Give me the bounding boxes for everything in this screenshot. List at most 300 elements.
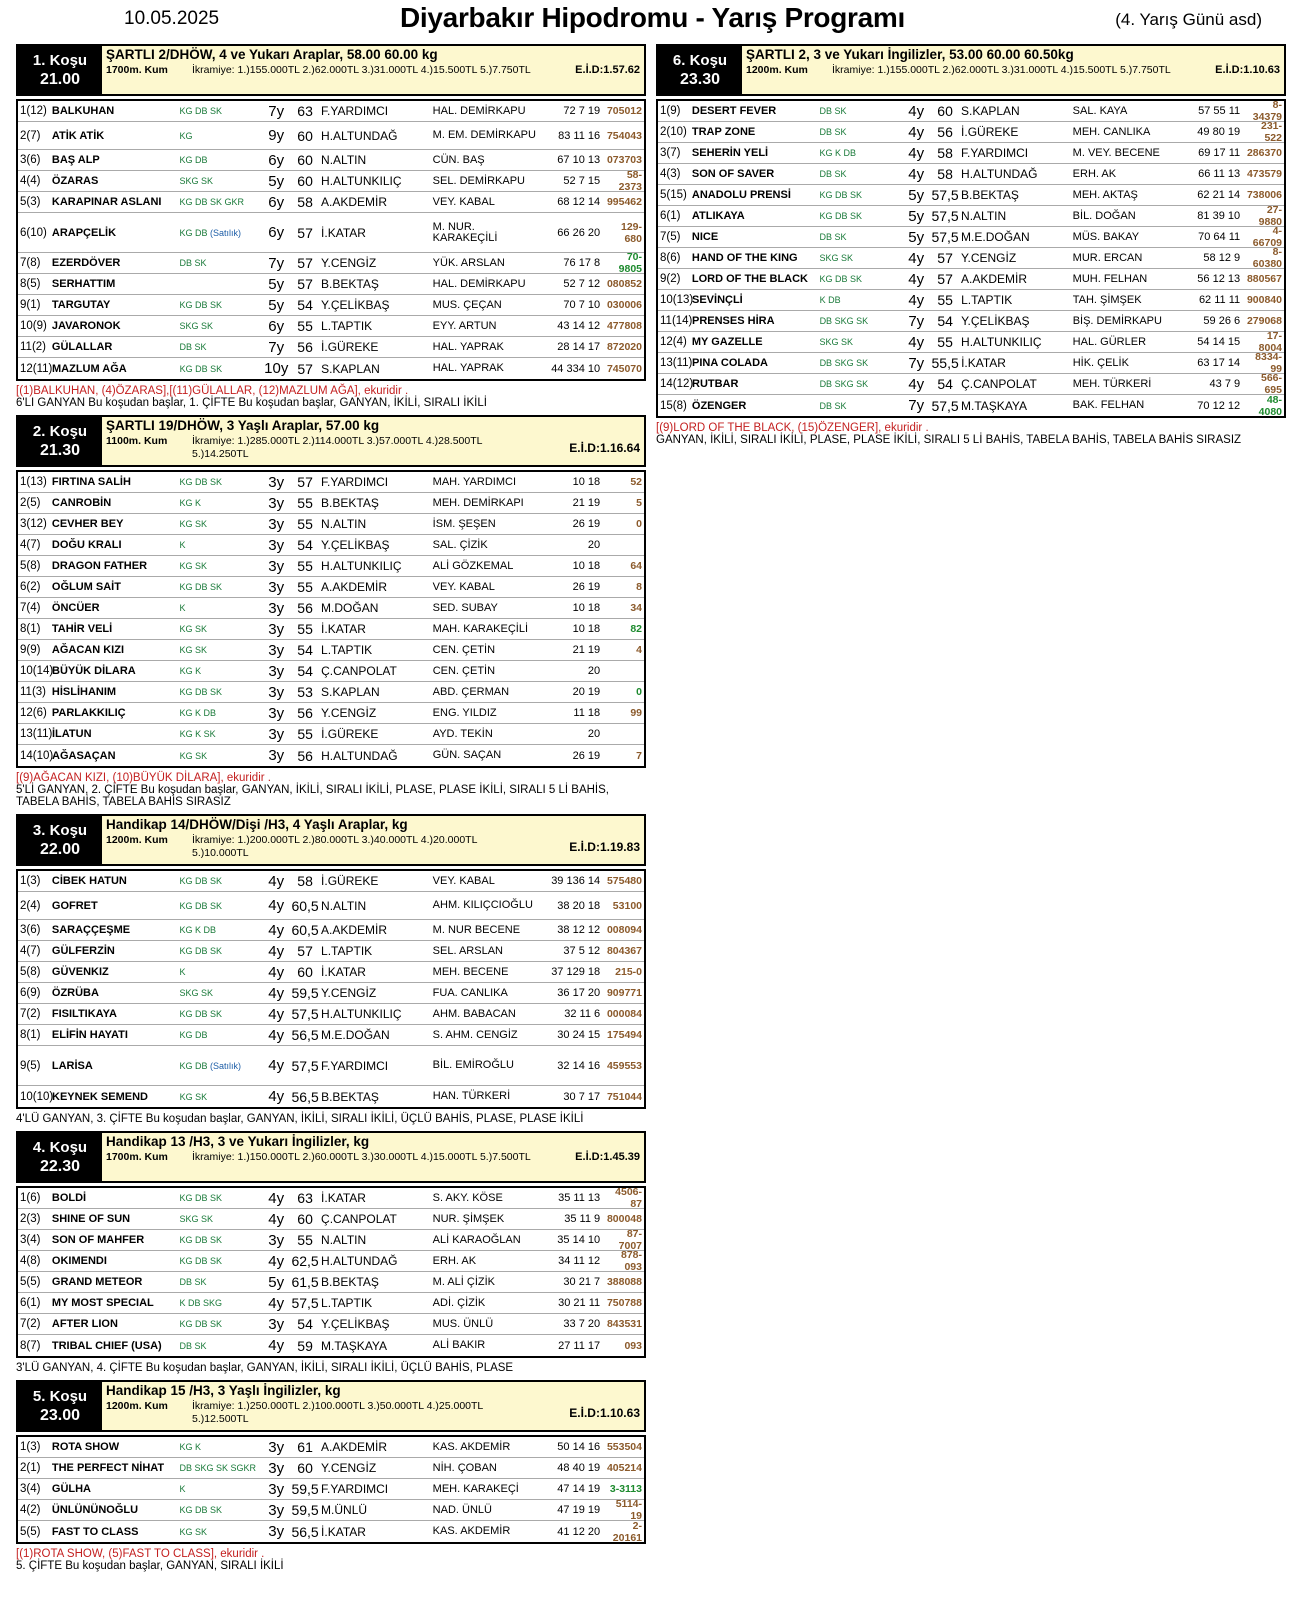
equipment: DB SK bbox=[819, 127, 847, 137]
race-header bbox=[16, 814, 646, 866]
stats: 10 18 bbox=[572, 560, 601, 572]
weight: 60 bbox=[297, 1211, 313, 1227]
horse-name[interactable]: OĞLUM SAİT bbox=[51, 581, 121, 593]
equipment: KG DB SK bbox=[179, 1319, 222, 1329]
owner-trainer: MUH. FELHAN bbox=[1072, 272, 1148, 285]
table-row[interactable] bbox=[18, 514, 644, 535]
for-sale-label: (Satılık) bbox=[210, 1060, 242, 1071]
coupled-entries: [(1)BALKUHAN, (4)ÖZARAS],[(11)GÜLALLAR, (12)MAZLUM AĞA], ekuridir . bbox=[16, 385, 409, 397]
horse-name[interactable]: GÜLFERZİN bbox=[51, 945, 115, 957]
equipment: KG DB (Satılık) bbox=[179, 227, 242, 238]
table-row[interactable] bbox=[18, 1188, 644, 1209]
race-info bbox=[102, 1382, 644, 1430]
jockey: İ.GÜREKE bbox=[321, 874, 379, 888]
race-distance: 1700m. Kum bbox=[106, 1151, 168, 1163]
table-row[interactable] bbox=[18, 892, 644, 920]
horse-age: 3y bbox=[268, 620, 285, 638]
horse-name[interactable]: FIRTINA SALİH bbox=[51, 476, 131, 488]
program-number: 1(13) bbox=[20, 476, 47, 488]
horse-name[interactable]: AFTER LION bbox=[51, 1318, 118, 1330]
stats: 35 11 9 bbox=[564, 1213, 601, 1225]
equipment: DB SKG SK bbox=[819, 358, 869, 368]
page-header bbox=[0, 0, 1292, 40]
horse-name[interactable]: HAND OF THE KING bbox=[691, 252, 798, 264]
jockey: İ.KATAR bbox=[321, 1524, 366, 1539]
horse-name[interactable]: KEYNEK SEMEND bbox=[52, 1090, 148, 1103]
horse-name[interactable]: ÖZENGER bbox=[691, 399, 747, 412]
weight: 55 bbox=[297, 318, 313, 334]
stats: 69 17 11 bbox=[1198, 147, 1241, 159]
table-row[interactable] bbox=[18, 213, 644, 253]
recent-form: 82 bbox=[630, 623, 642, 635]
race-distance: 1700m. Kum bbox=[106, 64, 168, 76]
table-row[interactable] bbox=[18, 1500, 644, 1521]
table-row[interactable] bbox=[18, 983, 644, 1004]
horse-name[interactable]: DRAGON FATHER bbox=[51, 560, 148, 572]
stats: 26 19 bbox=[572, 518, 601, 530]
bet-types: 5. ÇİFTE Bu koşudan başlar, GANYAN, SIRALI İKİLİ bbox=[16, 1560, 284, 1572]
horse-name[interactable]: ÖZRÜBA bbox=[51, 987, 99, 999]
page-title: Diyarbakır Hipodromu - Yarış Programı bbox=[400, 2, 905, 33]
weight: 56,5 bbox=[291, 1088, 319, 1105]
owner-trainer: VEY. KABAL bbox=[432, 580, 495, 593]
weight: 58 bbox=[297, 194, 313, 210]
owner-trainer: HAL. YAPRAK bbox=[432, 340, 504, 353]
program-number: 9(1) bbox=[20, 299, 41, 311]
weight: 54 bbox=[297, 642, 313, 658]
horse-age: 4y bbox=[908, 375, 925, 393]
jockey: L.TAPTIK bbox=[321, 319, 373, 333]
horse-name[interactable]: SEVİNÇLİ bbox=[692, 294, 743, 306]
race-record: E.İ.D:1.45.39 bbox=[575, 1151, 640, 1163]
race-prize: İkramiye: 1.)200.000TL 2.)80.000TL 3.)40.000TL 4.)20.000TL bbox=[192, 834, 478, 846]
table-row[interactable] bbox=[18, 1046, 644, 1086]
horse-name[interactable]: FAST TO CLASS bbox=[51, 1525, 139, 1538]
race-info bbox=[102, 417, 644, 465]
horse-name[interactable]: EZERDÖVER bbox=[51, 257, 121, 269]
equipment: K DB bbox=[819, 295, 841, 305]
table-row[interactable] bbox=[658, 185, 1284, 206]
horse-name[interactable]: ANADOLU PRENSİ bbox=[691, 189, 791, 201]
horse-name[interactable]: SARAÇÇEŞME bbox=[51, 924, 131, 936]
horse-name[interactable]: PARLAKKILIÇ bbox=[51, 707, 126, 719]
horse-name[interactable]: DESERT FEVER bbox=[691, 105, 777, 117]
table-row[interactable] bbox=[658, 206, 1284, 227]
horse-name[interactable]: TARGUTAY bbox=[51, 299, 111, 311]
horse-name[interactable]: BOLDİ bbox=[51, 1192, 87, 1204]
weight: 57,5 bbox=[931, 208, 959, 224]
stats: 10 18 bbox=[572, 476, 601, 488]
stats: 30 24 15 bbox=[557, 1029, 601, 1041]
race-block bbox=[16, 415, 646, 814]
owner-trainer: HAL. DEMİRKAPU bbox=[432, 277, 526, 290]
horse-name[interactable]: ÖNCÜER bbox=[51, 602, 100, 614]
table-row[interactable] bbox=[18, 274, 644, 295]
horse-name[interactable]: LORD OF THE BLACK bbox=[691, 273, 808, 285]
weight: 55 bbox=[937, 292, 953, 308]
program-number: 9(9) bbox=[20, 644, 41, 656]
program-number: 5(8) bbox=[20, 966, 41, 978]
jockey: A.AKDEMİR bbox=[961, 272, 1028, 286]
program-number: 2(1) bbox=[20, 1462, 41, 1474]
program-number: 1(9) bbox=[660, 105, 681, 117]
jockey: Ç.CANPOLAT bbox=[961, 377, 1037, 391]
horse-name[interactable]: AĞACAN KIZI bbox=[51, 644, 124, 656]
table-row[interactable] bbox=[658, 143, 1284, 164]
stats: 70 7 10 bbox=[563, 299, 601, 311]
table-row[interactable] bbox=[18, 1335, 644, 1356]
jockey: F.YARDIMCI bbox=[321, 475, 389, 489]
owner-trainer: HAN. TÜRKERİ bbox=[432, 1090, 511, 1102]
horse-name[interactable]: KARAPINAR ASLANI bbox=[51, 196, 162, 208]
equipment: SKG SK bbox=[819, 337, 853, 347]
equipment: KG DB SK bbox=[179, 477, 222, 487]
horse-name[interactable]: ATİK ATİK bbox=[51, 129, 105, 142]
horse-name[interactable]: GOFRET bbox=[51, 899, 98, 912]
program-number: 10(14) bbox=[20, 665, 54, 677]
table-row[interactable] bbox=[18, 871, 644, 892]
program-number: 6(9) bbox=[20, 987, 41, 999]
owner-trainer: MEH. AKTAŞ bbox=[1072, 188, 1138, 201]
table-row[interactable] bbox=[18, 1437, 644, 1458]
equipment: KG K DB bbox=[179, 925, 216, 935]
owner-trainer: AHM. KILIÇCIOĞLU bbox=[432, 899, 533, 911]
entries-table bbox=[16, 1186, 646, 1358]
horse-name[interactable]: ARAPÇELİK bbox=[51, 226, 117, 239]
table-row[interactable] bbox=[18, 1458, 644, 1479]
horse-name[interactable]: GRAND METEOR bbox=[51, 1276, 143, 1288]
table-row[interactable] bbox=[18, 1314, 644, 1335]
horse-age: 4y bbox=[908, 249, 925, 267]
horse-name[interactable]: MY GAZELLE bbox=[691, 336, 763, 348]
stats: 47 14 19 bbox=[557, 1483, 601, 1495]
weight: 60 bbox=[297, 964, 313, 980]
stats: 30 7 17 bbox=[563, 1090, 601, 1103]
jockey: Y.CENGİZ bbox=[321, 1461, 377, 1475]
horse-age: 4y bbox=[268, 942, 285, 960]
jockey: Y.ÇELİKBAŞ bbox=[321, 1317, 390, 1331]
race-number-box bbox=[18, 417, 102, 465]
horse-age: 3y bbox=[268, 515, 285, 533]
horse-name[interactable]: SON OF MAHFER bbox=[51, 1234, 145, 1246]
horse-name[interactable]: GÜLHA bbox=[51, 1483, 91, 1495]
jockey: Y.ÇELİKBAŞ bbox=[961, 314, 1030, 328]
recent-form: 872020 bbox=[606, 341, 642, 353]
horse-name[interactable]: SON OF SAVER bbox=[691, 168, 775, 180]
race-prize: İkramiye: 1.)150.000TL 2.)60.000TL 3.)30.000TL 4.)15.000TL 5.)7.500TL bbox=[192, 1151, 531, 1163]
table-row[interactable] bbox=[18, 493, 644, 514]
program-number: 10(10) bbox=[20, 1090, 54, 1103]
horse-name[interactable]: ÜNLÜNÜNOĞLU bbox=[51, 1504, 139, 1516]
table-row[interactable] bbox=[18, 941, 644, 962]
horse-name[interactable]: ÖZARAS bbox=[51, 175, 99, 187]
horse-name[interactable]: CANROBİN bbox=[51, 497, 112, 509]
race-note bbox=[16, 768, 646, 814]
horse-age: 3y bbox=[268, 536, 285, 554]
equipment: KG SK bbox=[179, 519, 207, 529]
table-row[interactable] bbox=[18, 1230, 644, 1251]
table-row[interactable] bbox=[18, 150, 644, 171]
table-row[interactable] bbox=[658, 227, 1284, 248]
horse-name[interactable]: GÜLALLAR bbox=[51, 341, 113, 353]
recent-form: 5114-19 bbox=[615, 1498, 642, 1522]
table-row[interactable] bbox=[658, 122, 1284, 143]
table-row[interactable] bbox=[18, 724, 644, 745]
race-prize: İkramiye: 1.)155.000TL 2.)62.000TL 3.)31.000TL 4.)15.500TL 5.)7.750TL bbox=[832, 64, 1171, 76]
horse-name[interactable]: FISILTIKAYA bbox=[51, 1008, 117, 1020]
weight: 55 bbox=[297, 495, 313, 511]
weight: 60 bbox=[297, 127, 313, 144]
race-info bbox=[102, 1133, 644, 1181]
program-number: 2(5) bbox=[20, 497, 41, 509]
horse-age: 4y bbox=[908, 291, 925, 309]
table-row[interactable] bbox=[18, 556, 644, 577]
stats: 21 19 bbox=[572, 644, 601, 656]
weight: 55 bbox=[937, 334, 953, 350]
race-time: 22.30 bbox=[39, 1158, 81, 1175]
table-row[interactable] bbox=[18, 920, 644, 941]
jockey: H.ALTUNKILIÇ bbox=[321, 1007, 402, 1021]
horse-name[interactable]: NICE bbox=[691, 231, 719, 243]
horse-name[interactable]: BAŞ ALP bbox=[51, 154, 100, 166]
horse-name[interactable]: LARİSA bbox=[51, 1059, 93, 1072]
jockey: B.BEKTAŞ bbox=[321, 277, 379, 291]
horse-name[interactable]: TRIBAL CHIEF (USA) bbox=[51, 1339, 162, 1352]
race-prize-continued: 5.)10.000TL bbox=[192, 847, 249, 859]
table-row[interactable] bbox=[658, 164, 1284, 185]
table-row[interactable] bbox=[658, 353, 1284, 374]
recent-form: 878-093 bbox=[620, 1249, 642, 1273]
table-row[interactable] bbox=[18, 619, 644, 640]
horse-age: 3y bbox=[268, 704, 285, 722]
horse-name[interactable]: HİSLİHANIM bbox=[51, 686, 117, 698]
race-block bbox=[16, 1131, 646, 1380]
table-row[interactable] bbox=[658, 374, 1284, 395]
horse-name[interactable]: CİBEK HATUN bbox=[51, 875, 127, 887]
table-row[interactable] bbox=[18, 640, 644, 661]
program-number: 9(5) bbox=[20, 1059, 41, 1072]
table-row[interactable] bbox=[18, 122, 644, 150]
table-row[interactable] bbox=[658, 395, 1284, 416]
program-number: 11(3) bbox=[20, 686, 46, 698]
equipment: KG DB SK bbox=[179, 582, 222, 592]
jockey: İ.GÜREKE bbox=[321, 340, 379, 354]
table-row[interactable] bbox=[18, 1293, 644, 1314]
horse-age: 5y bbox=[268, 1273, 285, 1291]
jockey: N.ALTIN bbox=[321, 898, 367, 913]
recent-form: 0 bbox=[636, 518, 642, 530]
horse-name[interactable]: ELİFİN HAYATI bbox=[51, 1029, 128, 1041]
race-record: E.İ.D:1.57.62 bbox=[575, 64, 640, 76]
program-number: 1(3) bbox=[20, 875, 41, 887]
table-row[interactable] bbox=[658, 101, 1284, 122]
stats: 32 14 16 bbox=[557, 1059, 601, 1072]
jockey: A.AKDEMİR bbox=[321, 1440, 388, 1454]
equipment: DB SK bbox=[179, 342, 207, 352]
table-row[interactable] bbox=[658, 332, 1284, 353]
table-row[interactable] bbox=[658, 290, 1284, 311]
table-row[interactable] bbox=[18, 1251, 644, 1272]
recent-form: 8334-99 bbox=[1255, 351, 1282, 375]
table-row[interactable] bbox=[18, 472, 644, 493]
recent-form: 093 bbox=[624, 1339, 642, 1352]
stats: 47 19 19 bbox=[557, 1504, 601, 1516]
table-row[interactable] bbox=[18, 316, 644, 337]
table-row[interactable] bbox=[18, 535, 644, 556]
table-row[interactable] bbox=[18, 1479, 644, 1500]
recent-form: 705012 bbox=[606, 105, 642, 117]
jockey: M.DOĞAN bbox=[321, 601, 379, 615]
recent-form: 70-9805 bbox=[618, 251, 642, 275]
race-time: 23.30 bbox=[679, 71, 721, 88]
recent-form: 030006 bbox=[606, 299, 642, 311]
table-row[interactable] bbox=[18, 682, 644, 703]
table-row[interactable] bbox=[18, 598, 644, 619]
stats: 20 bbox=[587, 665, 601, 677]
horse-name[interactable]: OKIMENDI bbox=[51, 1255, 107, 1267]
horse-name[interactable]: PINA COLADA bbox=[692, 357, 768, 369]
table-row[interactable] bbox=[658, 269, 1284, 290]
stats: 43 7 9 bbox=[1209, 378, 1241, 390]
table-row[interactable] bbox=[18, 1025, 644, 1046]
horse-name[interactable]: MAZLUM AĞA bbox=[52, 362, 127, 375]
table-row[interactable] bbox=[18, 1521, 644, 1542]
recent-form: 073703 bbox=[606, 154, 642, 166]
race-number-box bbox=[18, 1382, 102, 1430]
table-row[interactable] bbox=[658, 248, 1284, 269]
horse-name[interactable]: GÜVENKIZ bbox=[51, 966, 109, 978]
owner-trainer: VEY. KABAL bbox=[432, 195, 495, 208]
bet-types: 3'LÜ GANYAN, 4. ÇİFTE Bu koşudan başlar, GANYAN, İKİLİ, SIRALI İKİLİ, ÜÇLÜ BAHİS, PLASE bbox=[16, 1362, 514, 1374]
table-row[interactable] bbox=[658, 311, 1284, 332]
weight: 56 bbox=[937, 124, 953, 140]
program-number: 4(7) bbox=[20, 539, 41, 551]
program-number: 6(10) bbox=[20, 226, 47, 239]
horse-name[interactable]: İLATUN bbox=[52, 728, 92, 740]
race-note bbox=[16, 1544, 646, 1578]
table-row[interactable] bbox=[18, 253, 644, 274]
horse-name[interactable]: ATLIKAYA bbox=[691, 210, 745, 222]
owner-trainer: ENG. YILDIZ bbox=[432, 706, 497, 719]
table-row[interactable] bbox=[18, 101, 644, 122]
weight: 57,5 bbox=[931, 397, 959, 414]
horse-name[interactable]: SERHATTIM bbox=[51, 278, 116, 290]
horse-age: 5y bbox=[268, 275, 285, 293]
weight: 57,5 bbox=[291, 1057, 319, 1074]
equipment: SKG SK bbox=[179, 321, 213, 331]
horse-name[interactable]: BALKUHAN bbox=[51, 105, 115, 117]
horse-age: 7y bbox=[908, 312, 925, 330]
equipment: K bbox=[179, 967, 186, 977]
program-number: 12(6) bbox=[20, 707, 47, 719]
horse-age: 4y bbox=[268, 1189, 285, 1207]
table-row[interactable] bbox=[18, 745, 644, 766]
weight: 59,5 bbox=[291, 1502, 319, 1518]
weight: 54 bbox=[937, 376, 953, 392]
horse-name[interactable]: MY MOST SPECIAL bbox=[51, 1297, 154, 1309]
weight: 56,5 bbox=[291, 1523, 319, 1540]
horse-name[interactable]: BÜYÜK DİLARA bbox=[52, 665, 136, 677]
equipment: KG DB SK bbox=[179, 687, 222, 697]
weight: 57 bbox=[297, 276, 313, 292]
horse-name[interactable]: DOĞU KRALI bbox=[51, 539, 122, 551]
table-row[interactable] bbox=[18, 295, 644, 316]
weight: 57 bbox=[297, 474, 313, 490]
table-row[interactable] bbox=[18, 337, 644, 358]
table-row[interactable] bbox=[18, 661, 644, 682]
recent-form: 175494 bbox=[606, 1029, 642, 1041]
weight: 57 bbox=[297, 224, 313, 241]
table-row[interactable] bbox=[18, 577, 644, 598]
weight: 60,5 bbox=[291, 897, 319, 914]
jockey: İ.KATAR bbox=[961, 356, 1006, 370]
stats: 32 11 6 bbox=[564, 1008, 601, 1020]
table-row[interactable] bbox=[18, 962, 644, 983]
stats: 37 129 18 bbox=[551, 966, 601, 978]
horse-name[interactable]: THE PERFECT NİHAT bbox=[51, 1462, 165, 1474]
horse-name[interactable]: RUTBAR bbox=[692, 378, 739, 390]
stats: 34 11 12 bbox=[558, 1255, 601, 1267]
jockey: M.TAŞKAYA bbox=[961, 398, 1028, 413]
weight: 62,5 bbox=[291, 1253, 319, 1269]
horse-name[interactable]: PRENSES HİRA bbox=[692, 315, 775, 327]
equipment: KG SK bbox=[179, 750, 208, 761]
horse-name[interactable]: CEVHER BEY bbox=[51, 518, 124, 530]
table-row[interactable] bbox=[18, 1086, 644, 1107]
right-column bbox=[656, 44, 1286, 452]
horse-name[interactable]: SEHERİN YELİ bbox=[691, 147, 769, 159]
equipment: DB SKG SK bbox=[819, 379, 869, 389]
horse-name[interactable]: TRAP ZONE bbox=[691, 126, 756, 138]
horse-name[interactable]: SHINE OF SUN bbox=[51, 1213, 131, 1225]
table-row[interactable] bbox=[18, 171, 644, 192]
table-row[interactable] bbox=[18, 703, 644, 724]
table-row[interactable] bbox=[18, 358, 644, 379]
horse-name[interactable]: AĞASAÇAN bbox=[52, 749, 116, 762]
horse-age: 6y bbox=[268, 193, 285, 211]
jockey: F.YARDIMCI bbox=[321, 1058, 389, 1073]
stats: 57 55 11 bbox=[1198, 105, 1241, 117]
jockey: N.ALTIN bbox=[961, 209, 1007, 223]
weight: 57 bbox=[297, 943, 313, 959]
table-row[interactable] bbox=[18, 1209, 644, 1230]
owner-trainer: ADİ. ÇİZİK bbox=[432, 1296, 486, 1309]
equipment: SKG SK bbox=[179, 176, 213, 186]
horse-name[interactable]: JAVARONOK bbox=[51, 320, 121, 332]
weight: 57 bbox=[937, 250, 953, 266]
table-row[interactable] bbox=[18, 1272, 644, 1293]
jockey: Y.CENGİZ bbox=[321, 706, 377, 720]
race-details bbox=[106, 63, 640, 77]
owner-trainer: S. AKY. KÖSE bbox=[432, 1191, 503, 1204]
program-number: 4(4) bbox=[20, 175, 41, 187]
stats: 76 17 8 bbox=[563, 257, 601, 269]
recent-form: 738006 bbox=[1246, 189, 1282, 201]
horse-age: 4y bbox=[268, 1088, 285, 1105]
horse-name[interactable]: TAHİR VELİ bbox=[51, 623, 113, 635]
race-block bbox=[16, 44, 646, 415]
owner-trainer: TAH. ŞİMŞEK bbox=[1072, 293, 1142, 306]
program-number: 6(1) bbox=[20, 1297, 41, 1309]
table-row[interactable] bbox=[18, 1004, 644, 1025]
horse-name[interactable]: ROTA SHOW bbox=[51, 1441, 120, 1453]
table-row[interactable] bbox=[18, 192, 644, 213]
recent-form: 000084 bbox=[606, 1008, 642, 1020]
weight: 56 bbox=[297, 705, 313, 721]
weight: 55,5 bbox=[931, 355, 959, 371]
horse-age: 5y bbox=[908, 207, 925, 225]
program-number: 5(3) bbox=[20, 196, 41, 208]
